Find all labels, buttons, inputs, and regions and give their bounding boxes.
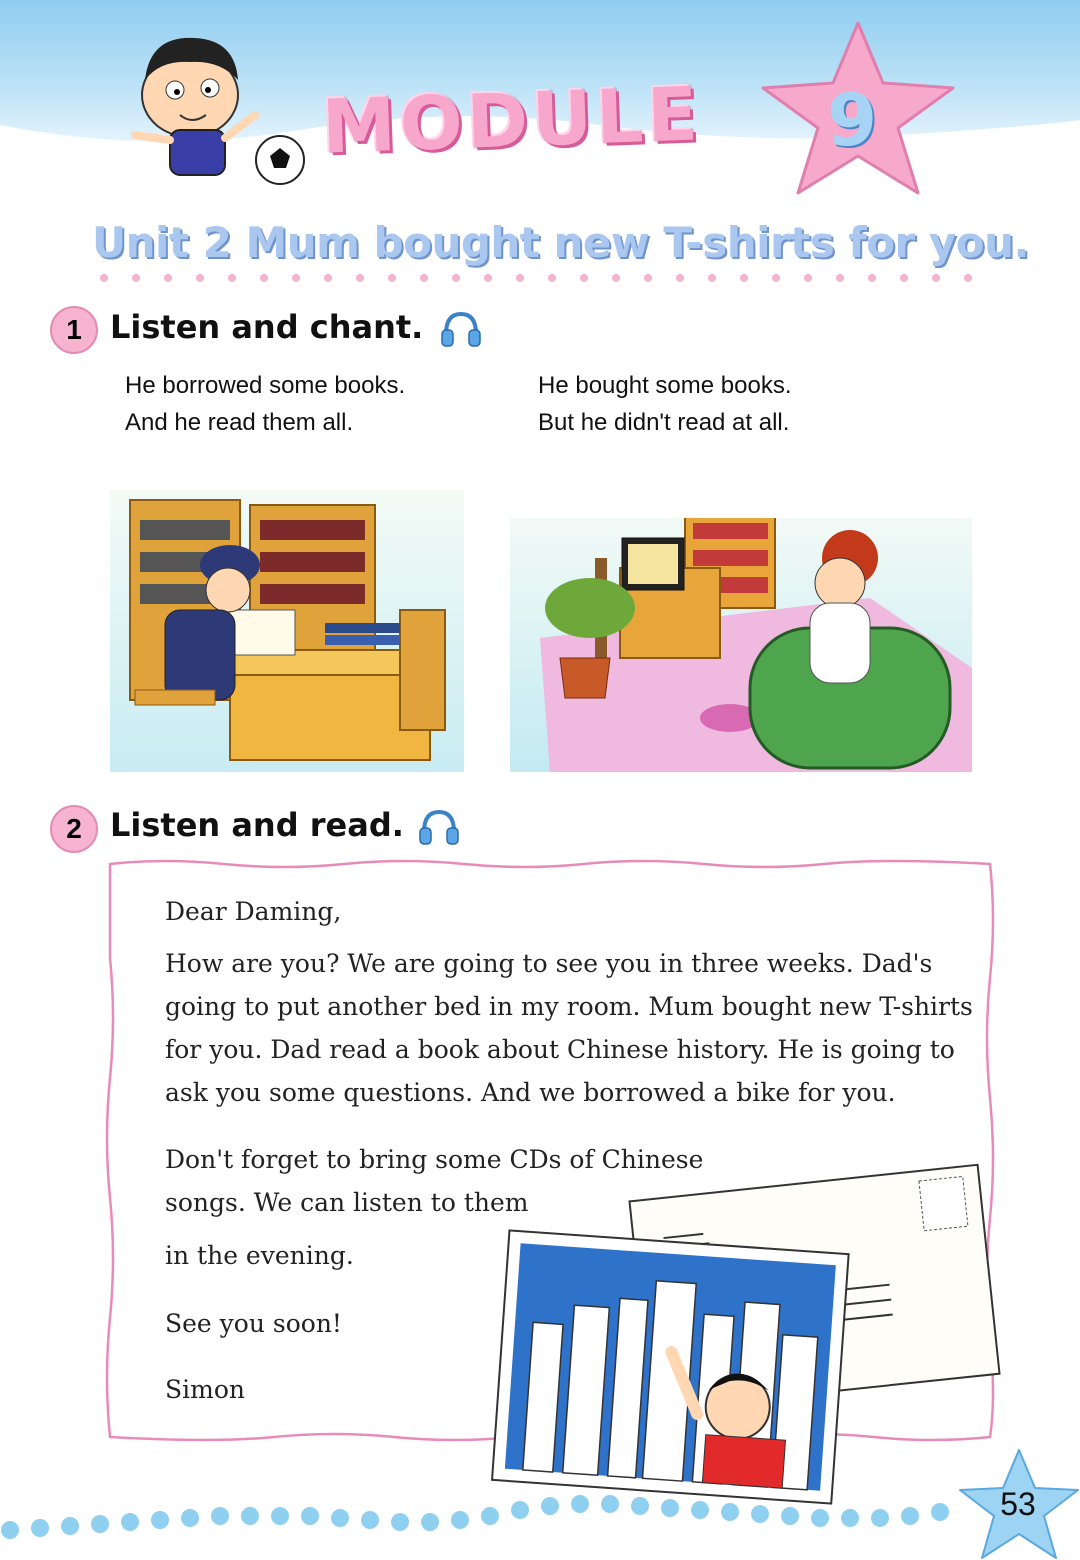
library-reading-illustration <box>110 490 464 772</box>
headphones-icon[interactable] <box>440 310 482 348</box>
postcard-illustration <box>490 1162 1010 1512</box>
unit-title: Unit 2 Mum bought new T-shirts for you. <box>92 218 1029 267</box>
letter-paragraph1-line2: going to put another bed in my room. Mum bought new T-shirts <box>165 992 973 1021</box>
module-word: MODULE <box>320 71 704 171</box>
unit-title-dots <box>98 272 978 284</box>
section-number-1: 1 <box>50 306 98 354</box>
boy-with-football-illustration <box>120 20 320 190</box>
chant-left-line-1: He borrowed some books. <box>125 372 406 399</box>
letter-paragraph1-line1: How are you? We are going to see you in three weeks. Dad's <box>165 949 933 978</box>
letter-paragraph2-line2: songs. We can listen to them <box>165 1188 529 1217</box>
module-number: 9 <box>826 78 878 162</box>
section-title-listen-chant: Listen and chant. <box>110 308 424 346</box>
letter-signature: Simon <box>165 1375 245 1404</box>
letter-greeting: Dear Daming, <box>165 897 342 926</box>
chant-right-line-1: He bought some books. <box>538 372 792 399</box>
letter-closing: See you soon! <box>165 1309 342 1338</box>
chant-right-line-2: But he didn't read at all. <box>538 409 790 436</box>
page-number: 53 <box>1000 1486 1036 1522</box>
bottom-dots-decoration <box>0 1488 980 1548</box>
letter-paragraph1-line3: for you. Dad read a book about Chinese history. He is going to <box>165 1035 955 1064</box>
chant-left-line-2: And he read them all. <box>125 409 354 436</box>
letter-paragraph1-line4: ask you some questions. And we borrowed a bike for you. <box>165 1078 896 1107</box>
section-number-2: 2 <box>50 805 98 853</box>
letter-paragraph2-line3: in the evening. <box>165 1241 354 1270</box>
section-title-listen-read: Listen and read. <box>110 806 404 844</box>
headphones-icon[interactable] <box>418 808 460 846</box>
tv-watching-illustration <box>510 518 972 772</box>
letter-paragraph2-line1: Don't forget to bring some CDs of Chinese <box>165 1145 704 1174</box>
